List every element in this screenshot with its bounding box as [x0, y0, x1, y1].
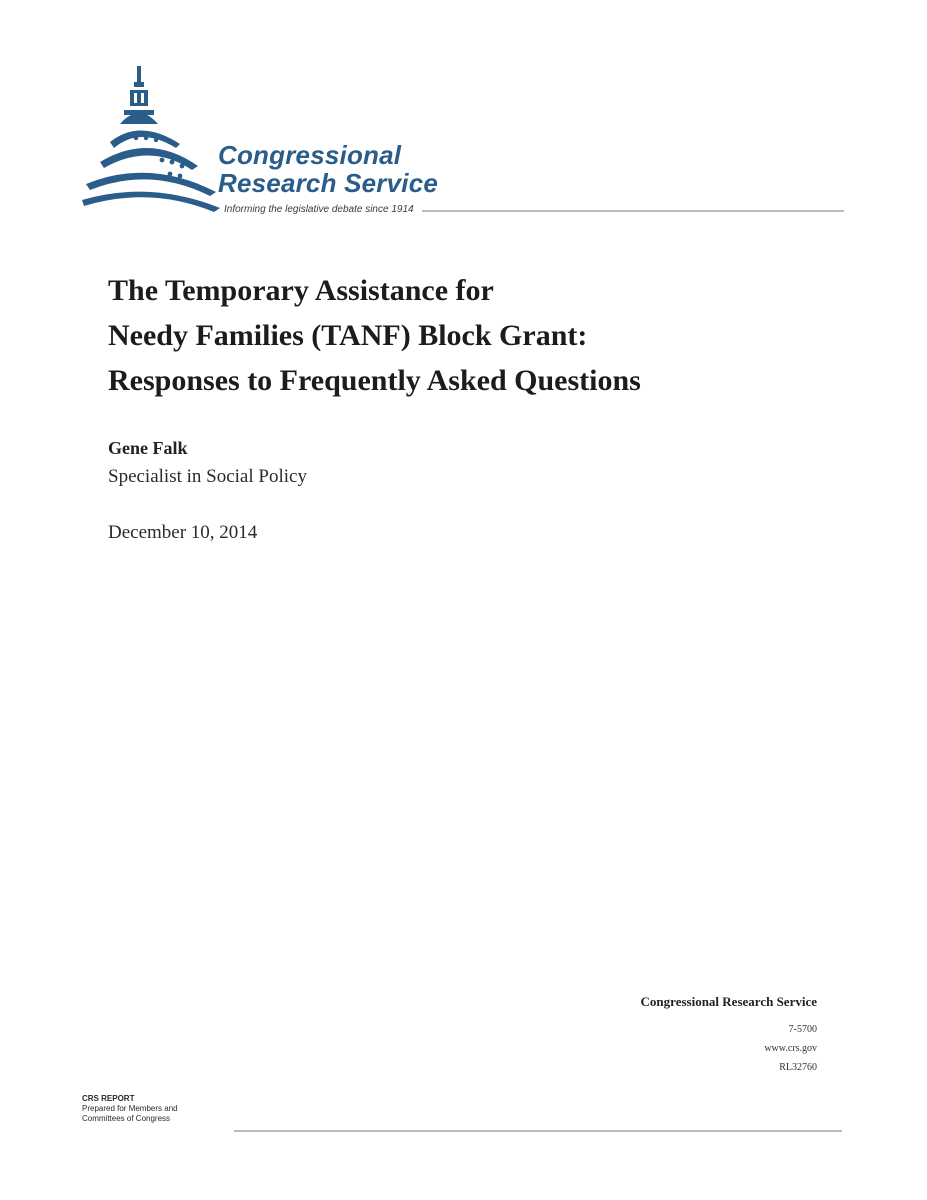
report-label-line2: Committees of Congress — [82, 1114, 171, 1123]
publisher-website: www.crs.gov — [764, 1043, 817, 1054]
tagline: Informing the legislative debate since 1914 — [224, 203, 414, 215]
report-title-line3: Responses to Frequently Asked Questions — [108, 364, 641, 397]
publisher-name: Congressional Research Service — [640, 994, 817, 1009]
report-number: RL32760 — [779, 1062, 817, 1073]
org-name-line2: Research Service — [218, 168, 439, 198]
author-role: Specialist in Social Policy — [108, 466, 307, 487]
header-divider — [422, 210, 844, 212]
publication-date: December 10, 2014 — [108, 522, 258, 543]
report-title — [108, 268, 828, 403]
org-name-line1: Congressional — [218, 140, 402, 170]
report-title-line1: The Temporary Assistance for — [108, 274, 494, 307]
report-label — [82, 1094, 178, 1124]
report-label-heading: CRS REPORT — [82, 1094, 135, 1103]
report-label-line1: Prepared for Members and — [82, 1104, 178, 1113]
publisher-code: 7-5700 — [788, 1024, 817, 1035]
footer-divider — [234, 1130, 842, 1132]
org-name — [218, 142, 438, 196]
author-name: Gene Falk — [108, 438, 188, 458]
publisher-block — [641, 994, 817, 1077]
tagline-row — [224, 200, 844, 218]
capitol-dome-icon — [80, 62, 240, 218]
report-title-line2: Needy Families (TANF) Block Grant: — [108, 319, 588, 352]
